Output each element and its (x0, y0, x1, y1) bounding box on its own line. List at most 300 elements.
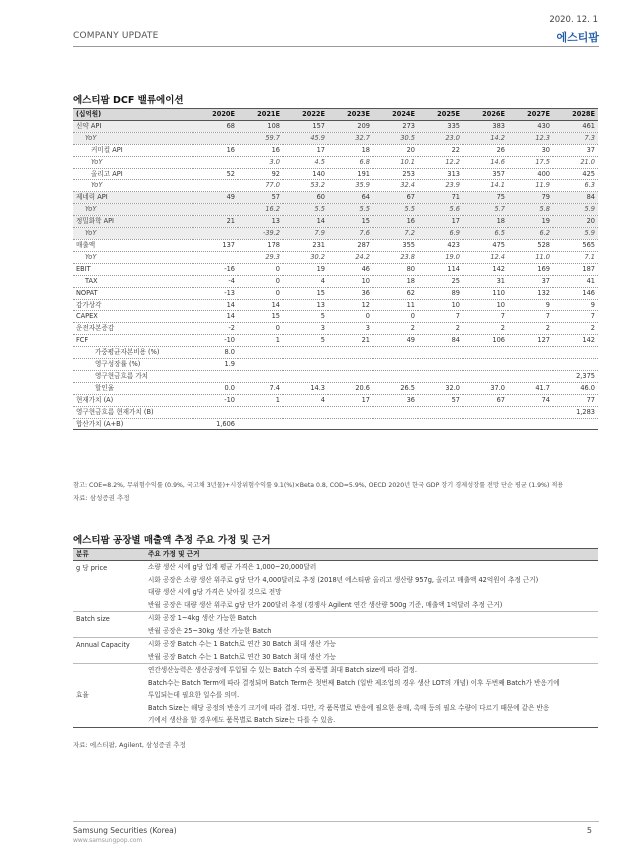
assumptions-source: 자료: 에스티팜, Agilent, 삼성증권 추정 (73, 741, 186, 749)
dcf-cell (418, 406, 463, 418)
dcf-row (73, 406, 598, 418)
dcf-cell: 49 (193, 192, 238, 204)
dcf-cell: 142 (463, 263, 508, 275)
dcf-cell (238, 370, 283, 382)
dcf-cell: 2 (373, 323, 418, 335)
dcf-cell: 1,283 (553, 406, 598, 418)
dcf-cell (553, 359, 598, 371)
dcf-cell: 7 (553, 311, 598, 323)
dcf-cell: 253 (373, 168, 418, 180)
dcf-row-label: YoY (73, 251, 193, 263)
dcf-cell (463, 370, 508, 382)
dcf-cell: 14.1 (463, 180, 508, 192)
dcf-cell: 1.9 (193, 359, 238, 371)
dcf-cell: 5.7 (463, 204, 508, 216)
dcf-cell: 7.6 (328, 228, 373, 240)
assumption-line: 반월 공장은 25~30kg 생산 가능한 Batch (148, 626, 272, 635)
dcf-cell: 7.4 (238, 382, 283, 394)
dcf-cell: 17 (328, 394, 373, 406)
dcf-cell: 5.6 (418, 204, 463, 216)
dcf-cell: 49 (373, 335, 418, 347)
dcf-row-label: NOPAT (73, 287, 193, 299)
dcf-cell: 1 (238, 394, 283, 406)
dcf-cell: 12.3 (508, 132, 553, 144)
dcf-cell: 169 (508, 263, 553, 275)
dcf-cell: 18 (328, 144, 373, 156)
dcf-row-label: 매출액 (73, 239, 193, 251)
assumptions-title: 에스티팜 공장별 매출액 추정 주요 가정 및 근거 (73, 535, 271, 546)
dcf-cell: 16.2 (238, 204, 283, 216)
dcf-cell: 32.7 (328, 132, 373, 144)
dcf-cell: 24.2 (328, 251, 373, 263)
dcf-cell: 313 (418, 168, 463, 180)
dcf-cell: 21 (328, 335, 373, 347)
dcf-cell (193, 204, 238, 216)
dcf-cell (238, 347, 283, 359)
dcf-cell: 32.0 (418, 382, 463, 394)
dcf-cell: 17.5 (508, 156, 553, 168)
dcf-cell: 383 (463, 120, 508, 132)
dcf-cell (328, 370, 373, 382)
dcf-cell (418, 347, 463, 359)
dcf-note: 참고: COE=8.2%, 무위험수익률 (0.9%, 국고채 3년물)+시장위험수익률 9.1(%)×Beta 0.8, COD=5.9%, OECD 2020년 한국 GDP 장기 경제성장률 전망 단순 평균 (1.9%) 적용 (73, 482, 564, 489)
dcf-cell: 2 (508, 323, 553, 335)
dcf-row-label: 감가상각 (73, 299, 193, 311)
dcf-cell: 25 (418, 275, 463, 287)
dcf-row-label: EBIT (73, 263, 193, 275)
dcf-cell: 7.2 (373, 228, 418, 240)
dcf-row (73, 120, 598, 132)
dcf-row-label: YoY (73, 180, 193, 192)
dcf-cell: 53.2 (283, 180, 328, 192)
dcf-cell (463, 359, 508, 371)
dcf-row (73, 418, 598, 430)
dcf-row-label: 운전자본증감 (73, 323, 193, 335)
dcf-cell: 4.5 (283, 156, 328, 168)
dcf-cell: 0 (373, 311, 418, 323)
dcf-cell: -2 (193, 323, 238, 335)
dcf-cell (238, 418, 283, 430)
dcf-row-label: YoY (73, 228, 193, 240)
dcf-cell (463, 406, 508, 418)
dcf-row-label: FCF (73, 335, 193, 347)
dcf-cell: 287 (328, 239, 373, 251)
dcf-cell: 20.6 (328, 382, 373, 394)
dcf-cell: 7 (508, 311, 553, 323)
dcf-cell: 425 (553, 168, 598, 180)
dcf-cell: 11.0 (508, 251, 553, 263)
dcf-cell: 18 (373, 275, 418, 287)
dcf-cell (193, 180, 238, 192)
dcf-cell: 14 (193, 311, 238, 323)
dcf-cell: 10.1 (373, 156, 418, 168)
dcf-cell (328, 347, 373, 359)
col-unit: (십억원) (73, 109, 193, 121)
dcf-cell: 19 (508, 216, 553, 228)
dcf-cell: 5.5 (283, 204, 328, 216)
dcf-cell: 37 (508, 275, 553, 287)
dcf-cell: 1,606 (193, 418, 238, 430)
assumptions-header-row (73, 549, 598, 561)
dcf-cell: 137 (193, 239, 238, 251)
dcf-cell: 5 (283, 311, 328, 323)
dcf-cell: 7.3 (553, 132, 598, 144)
dcf-cell: 15 (238, 311, 283, 323)
dcf-row (73, 299, 598, 311)
dcf-cell: 0 (328, 311, 373, 323)
dcf-cell (553, 418, 598, 430)
dcf-cell (463, 347, 508, 359)
dcf-row-label: 현재가치 (A) (73, 394, 193, 406)
dcf-cell (373, 347, 418, 359)
dcf-cell (508, 406, 553, 418)
assumption-detail (145, 664, 598, 728)
dcf-cell (283, 370, 328, 382)
assumption-detail (145, 561, 598, 612)
assumption-row (73, 664, 598, 728)
dcf-cell (193, 156, 238, 168)
col-year: 2020E (193, 109, 238, 121)
dcf-cell: 6.9 (418, 228, 463, 240)
dcf-row (73, 204, 598, 216)
dcf-title: 에스티팜 DCF 밸류에이션 (73, 95, 184, 106)
dcf-row-label: 제네릭 API (73, 192, 193, 204)
dcf-cell (508, 359, 553, 371)
dcf-cell: 157 (283, 120, 328, 132)
dcf-cell (193, 228, 238, 240)
dcf-cell: 191 (328, 168, 373, 180)
dcf-row-label: YoY (73, 204, 193, 216)
footer-firm: Samsung Securities (Korea) (73, 826, 177, 835)
dcf-cell (193, 132, 238, 144)
dcf-cell: 10 (418, 299, 463, 311)
dcf-cell: 89 (418, 287, 463, 299)
page-number: 5 (586, 826, 592, 835)
dcf-cell: 114 (418, 263, 463, 275)
dcf-cell: 423 (418, 239, 463, 251)
dcf-cell: 209 (328, 120, 373, 132)
assumptions-table (73, 548, 598, 728)
assumption-line: Batch Size는 해당 공정의 반응기 크기에 따라 결정. 다만, 각 품목별로 반응에 필요한 용매, 촉매 등의 필요 수량이 다르기 때문에 같은 반응 (148, 703, 550, 712)
dcf-cell: 74 (508, 394, 553, 406)
dcf-cell (508, 370, 553, 382)
dcf-cell: 17 (283, 144, 328, 156)
dcf-row (73, 192, 598, 204)
dcf-cell: 5 (283, 335, 328, 347)
dcf-cell: 67 (373, 192, 418, 204)
dcf-cell: 0.0 (193, 382, 238, 394)
dcf-cell: 46 (328, 263, 373, 275)
dcf-cell: 2 (463, 323, 508, 335)
dcf-cell: 14 (238, 299, 283, 311)
dcf-row-label: 정밀화학 API (73, 216, 193, 228)
dcf-cell: 6.2 (508, 228, 553, 240)
dcf-cell: -10 (193, 394, 238, 406)
dcf-cell: 110 (463, 287, 508, 299)
dcf-cell (283, 347, 328, 359)
dcf-cell: 68 (193, 120, 238, 132)
dcf-cell: 14.3 (283, 382, 328, 394)
dcf-row (73, 287, 598, 299)
col-year: 2023E (328, 109, 373, 121)
dcf-cell: 52 (193, 168, 238, 180)
dcf-row (73, 168, 598, 180)
dcf-cell: 22 (418, 144, 463, 156)
dcf-row-label: YoY (73, 156, 193, 168)
dcf-cell (373, 418, 418, 430)
dcf-cell: 16 (193, 144, 238, 156)
dcf-row (73, 275, 598, 287)
dcf-cell (283, 406, 328, 418)
dcf-row-label: 합산가치 (A+B) (73, 418, 193, 430)
dcf-cell: 6.5 (463, 228, 508, 240)
dcf-cell: 528 (508, 239, 553, 251)
dcf-cell: 30.5 (373, 132, 418, 144)
dcf-row (73, 347, 598, 359)
dcf-cell: 430 (508, 120, 553, 132)
assumption-row (73, 612, 598, 638)
dcf-cell: 187 (553, 263, 598, 275)
dcf-cell: 15 (283, 287, 328, 299)
dcf-row-label: 영구성장률 (%) (73, 359, 193, 371)
dcf-cell: 7 (418, 311, 463, 323)
dcf-row (73, 132, 598, 144)
dcf-row (73, 311, 598, 323)
dcf-cell: 41 (553, 275, 598, 287)
dcf-row (73, 239, 598, 251)
dcf-cell (328, 406, 373, 418)
dcf-cell (373, 406, 418, 418)
dcf-cell: 4 (283, 394, 328, 406)
dcf-cell: 20 (553, 216, 598, 228)
dcf-cell: 273 (373, 120, 418, 132)
assumption-category: Batch size (73, 612, 145, 638)
dcf-cell: 23.8 (373, 251, 418, 263)
dcf-cell: 62 (373, 287, 418, 299)
dcf-cell (463, 418, 508, 430)
dcf-cell: 0 (238, 275, 283, 287)
dcf-cell: 18 (463, 216, 508, 228)
dcf-source: 자료: 삼성증권 추정 (73, 494, 130, 502)
dcf-cell: 5.9 (553, 204, 598, 216)
dcf-cell: 46.0 (553, 382, 598, 394)
dcf-cell (238, 359, 283, 371)
dcf-cell: 80 (373, 263, 418, 275)
dcf-cell: 565 (553, 239, 598, 251)
dcf-cell: 2 (418, 323, 463, 335)
dcf-row-label: 커미컬 API (73, 144, 193, 156)
dcf-cell: 475 (463, 239, 508, 251)
dcf-row (73, 382, 598, 394)
col-year: 2027E (508, 109, 553, 121)
dcf-cell: 17 (418, 216, 463, 228)
dcf-cell: 2 (553, 323, 598, 335)
dcf-row (73, 335, 598, 347)
dcf-cell: 29.3 (238, 251, 283, 263)
dcf-row (73, 370, 598, 382)
dcf-cell: -13 (193, 287, 238, 299)
dcf-cell: -4 (193, 275, 238, 287)
dcf-cell (283, 359, 328, 371)
assumption-line: 반월 공장은 대량 생산 위주로 g당 단가 200달러 추정 (경쟁사 Agilent 연간 생산량 500g 기준, 매출액 1억달러 추정 근거) (148, 600, 503, 609)
dcf-cell: 84 (553, 192, 598, 204)
dcf-cell: 127 (508, 335, 553, 347)
dcf-cell: 23.9 (418, 180, 463, 192)
dcf-cell: 3.0 (238, 156, 283, 168)
dcf-row (73, 323, 598, 335)
dcf-cell: 178 (238, 239, 283, 251)
dcf-cell: 4 (283, 275, 328, 287)
dcf-cell: 7 (463, 311, 508, 323)
dcf-cell (328, 418, 373, 430)
dcf-cell: 0 (238, 323, 283, 335)
dcf-cell: 14 (193, 299, 238, 311)
dcf-cell (418, 370, 463, 382)
dcf-cell: 75 (463, 192, 508, 204)
dcf-row-label: 올리고 API (73, 168, 193, 180)
dcf-cell (553, 347, 598, 359)
dcf-row-label: TAX (73, 275, 193, 287)
dcf-cell: 11 (373, 299, 418, 311)
col-year: 2025E (418, 109, 463, 121)
dcf-cell: 16 (373, 216, 418, 228)
dcf-cell: 15 (328, 216, 373, 228)
assumption-line: 기에서 생산을 할 경우에도 품목별로 Batch Size는 다를 수 있음. (148, 716, 336, 724)
dcf-row-label: 가중평균자본비용 (%) (73, 347, 193, 359)
dcf-cell: 14.6 (463, 156, 508, 168)
col-year: 2028E (553, 109, 598, 121)
dcf-row-label: 할인율 (73, 382, 193, 394)
dcf-row (73, 216, 598, 228)
dcf-cell: 11.9 (508, 180, 553, 192)
dcf-cell: 9 (508, 299, 553, 311)
assumption-category: 효율 (73, 664, 145, 728)
dcf-cell: 3 (328, 323, 373, 335)
dcf-row-label: YoY (73, 132, 193, 144)
dcf-cell: 106 (463, 335, 508, 347)
dcf-cell: 31 (463, 275, 508, 287)
assumption-detail (145, 638, 598, 664)
dcf-row (73, 394, 598, 406)
dcf-cell: 77 (553, 394, 598, 406)
dcf-row-label: 신약 API (73, 120, 193, 132)
dcf-cell: 79 (508, 192, 553, 204)
assumption-line: 시화 공장 1~4kg 생산 가능한 Batch (148, 614, 257, 622)
dcf-cell: 13 (283, 299, 328, 311)
dcf-cell: 0 (238, 287, 283, 299)
dcf-cell: 146 (553, 287, 598, 299)
dcf-cell: 357 (463, 168, 508, 180)
dcf-row (73, 228, 598, 240)
dcf-cell: 6.8 (328, 156, 373, 168)
dcf-cell (283, 418, 328, 430)
dcf-cell (193, 251, 238, 263)
dcf-row-label: 영구현금흐름 가치 (73, 370, 193, 382)
dcf-cell (238, 406, 283, 418)
section-label: COMPANY UPDATE (73, 31, 159, 41)
dcf-cell: 108 (238, 120, 283, 132)
dcf-cell: 10 (463, 299, 508, 311)
dcf-cell (193, 406, 238, 418)
dcf-cell: 57 (238, 192, 283, 204)
dcf-cell: 142 (553, 335, 598, 347)
col-category: 분류 (73, 549, 145, 561)
header-divider (73, 46, 599, 47)
assumption-line: Batch수는 Batch Term에 따라 결정되며 Batch Term은 첫번째 Batch (일반 제조업의 경우 생산 LOT의 개념) 이후 두번째 Batch가 반응기에 (148, 678, 560, 687)
dcf-cell: 20 (373, 144, 418, 156)
footer-url: www.samsungpop.com (73, 837, 143, 844)
dcf-cell: 71 (418, 192, 463, 204)
assumption-line: 대량 생산 시에 g당 가격은 낮아질 것으로 전망 (148, 588, 282, 596)
dcf-cell: 36 (328, 287, 373, 299)
dcf-cell: 16 (238, 144, 283, 156)
dcf-cell: 35.9 (328, 180, 373, 192)
dcf-cell: 12.4 (463, 251, 508, 263)
dcf-row (73, 144, 598, 156)
dcf-cell: 36 (373, 394, 418, 406)
dcf-cell: 59.7 (238, 132, 283, 144)
dcf-cell: -16 (193, 263, 238, 275)
dcf-cell: 9 (553, 299, 598, 311)
dcf-cell: 64 (328, 192, 373, 204)
company-name: 에스티팜 (556, 31, 599, 44)
dcf-cell: 19 (283, 263, 328, 275)
assumption-line: 연간생산능력은 생산공정에 투입될 수 있는 Batch 수의 품목별 최대 Batch size에 따라 결정. (148, 666, 418, 674)
assumption-category: Annual Capacity (73, 638, 145, 664)
dcf-cell: 19.0 (418, 251, 463, 263)
dcf-row (73, 180, 598, 192)
dcf-cell: 60 (283, 192, 328, 204)
dcf-cell (373, 359, 418, 371)
dcf-cell: -10 (193, 335, 238, 347)
dcf-cell (418, 418, 463, 430)
dcf-cell (418, 359, 463, 371)
dcf-cell: 231 (283, 239, 328, 251)
col-year: 2024E (373, 109, 418, 121)
dcf-cell: 8.0 (193, 347, 238, 359)
dcf-row-label: 영구현금흐름 현재가치 (B) (73, 406, 193, 418)
dcf-cell: 41.7 (508, 382, 553, 394)
assumption-line: 소량 생산 시에 g당 업계 평균 가격은 1,000~20,000달러 (148, 563, 317, 571)
dcf-cell (328, 359, 373, 371)
dcf-cell: 5.8 (508, 204, 553, 216)
dcf-cell: 400 (508, 168, 553, 180)
dcf-cell: 140 (283, 168, 328, 180)
dcf-row (73, 263, 598, 275)
dcf-cell: 32.4 (373, 180, 418, 192)
dcf-cell: 30 (508, 144, 553, 156)
dcf-cell: 23.0 (418, 132, 463, 144)
assumption-category: g 당 price (73, 561, 145, 612)
dcf-cell: 355 (373, 239, 418, 251)
dcf-cell: 21 (193, 216, 238, 228)
dcf-cell: -39.2 (238, 228, 283, 240)
dcf-cell: 7.1 (553, 251, 598, 263)
assumption-line: 시화 공장 Batch 수는 1 Batch로 연간 30 Batch 최대 생산 가능 (148, 640, 337, 648)
dcf-cell: 67 (463, 394, 508, 406)
dcf-cell: 92 (238, 168, 283, 180)
dcf-valuation-table (73, 108, 598, 430)
footer-divider (73, 821, 599, 822)
dcf-row (73, 359, 598, 371)
dcf-cell: 5.5 (328, 204, 373, 216)
dcf-cell: 2,375 (553, 370, 598, 382)
dcf-cell: 5.9 (553, 228, 598, 240)
dcf-cell: 14.2 (463, 132, 508, 144)
dcf-cell: 37.0 (463, 382, 508, 394)
col-year: 2026E (463, 109, 508, 121)
dcf-cell: 37 (553, 144, 598, 156)
